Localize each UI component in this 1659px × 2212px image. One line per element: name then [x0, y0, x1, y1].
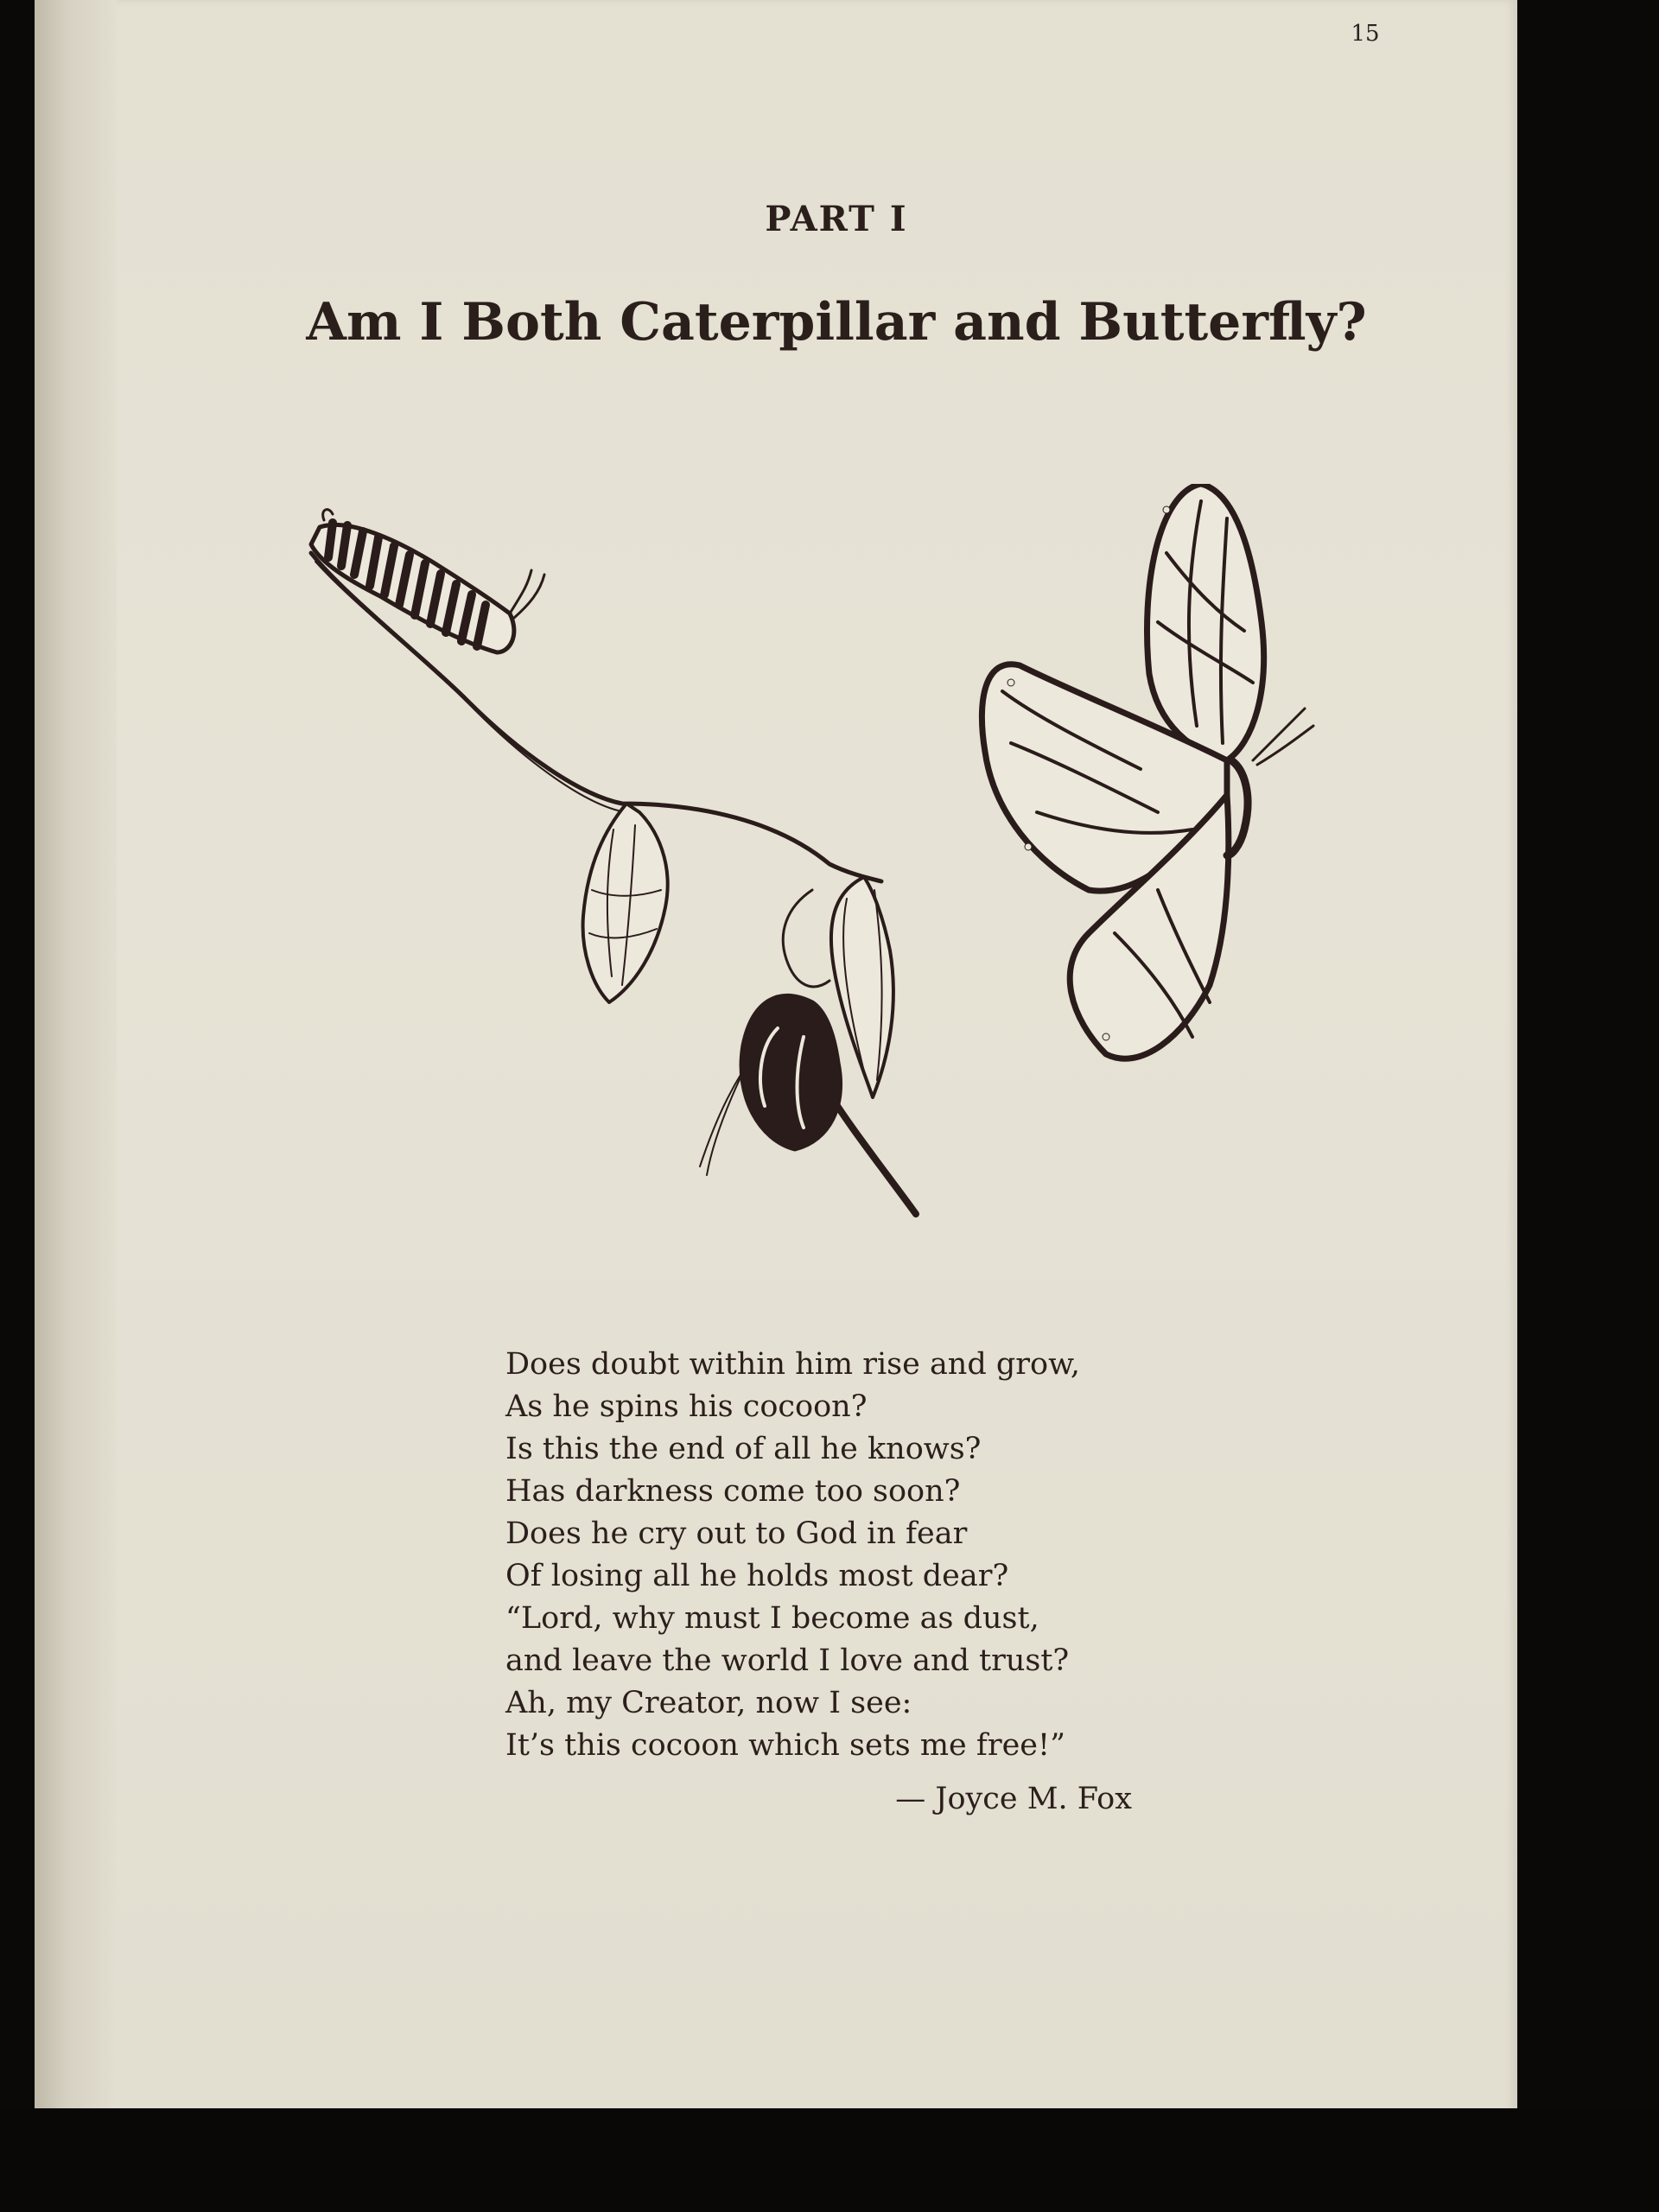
table-background	[0, 2108, 1659, 2212]
poem	[505, 1344, 1197, 1767]
poem-line: Has darkness come too soon?	[505, 1474, 961, 1509]
poem-line: and leave the world I love and trust?	[505, 1643, 1070, 1678]
poem-line: It’s this cocoon which sets me free!”	[505, 1728, 1065, 1763]
page-number: 15	[1351, 21, 1380, 47]
poem-line: Of losing all he holds most dear?	[505, 1559, 1009, 1593]
metamorphosis-illustration	[294, 484, 1400, 1227]
empty-chrysalis-drawing	[583, 804, 668, 1002]
poem-line: Does doubt within him rise and grow,	[505, 1347, 1081, 1382]
chapter-title: Am I Both Caterpillar and Butterfly?	[306, 292, 1367, 353]
book-page	[35, 0, 1517, 2126]
caterpillar-drawing	[311, 510, 544, 652]
poem-line: Ah, my Creator, now I see:	[505, 1686, 912, 1720]
poem-line: “Lord, why must I become as dust,	[505, 1601, 1039, 1636]
poem-line: As he spins his cocoon?	[505, 1389, 868, 1424]
poem-line: Is this the end of all he knows?	[505, 1432, 982, 1466]
butterfly-drawing	[982, 484, 1313, 1058]
part-label: PART I	[765, 199, 908, 239]
emerging-butterfly-drawing	[700, 877, 916, 1214]
poem-line: Does he cry out to God in fear	[505, 1516, 968, 1551]
poem-author: — Joyce M. Fox	[895, 1782, 1132, 1816]
